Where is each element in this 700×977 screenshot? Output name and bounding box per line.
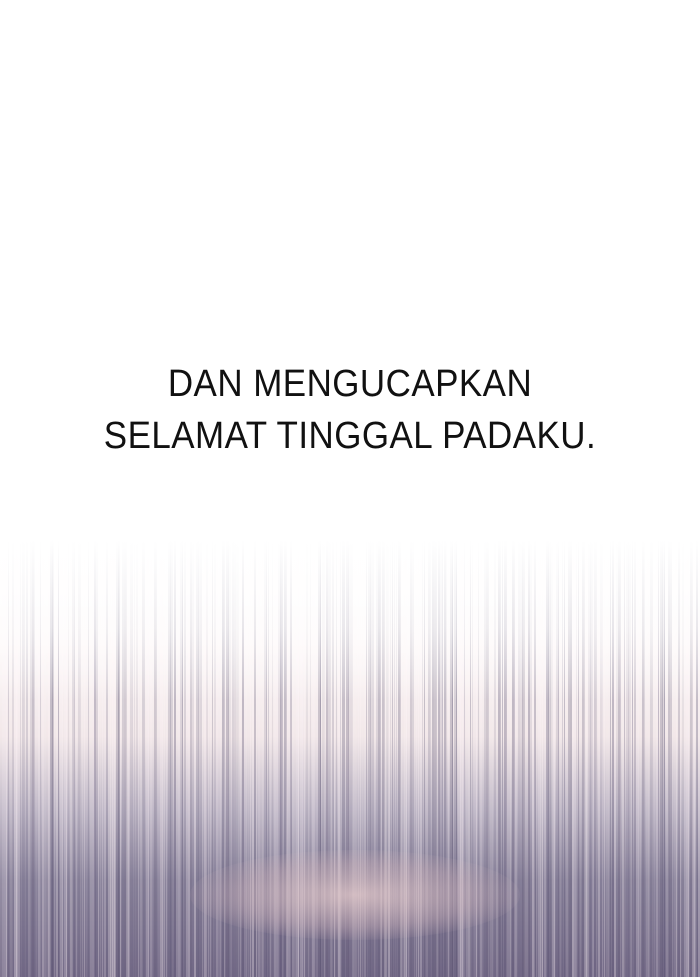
caption-line-1: DAN MENGUCAPKAN bbox=[167, 363, 533, 405]
caption-line-2: SELAMAT TINGGAL PADAKU. bbox=[103, 415, 597, 457]
soft-glow bbox=[190, 850, 520, 940]
narration-caption bbox=[0, 358, 700, 462]
top-fade-overlay bbox=[0, 540, 700, 700]
